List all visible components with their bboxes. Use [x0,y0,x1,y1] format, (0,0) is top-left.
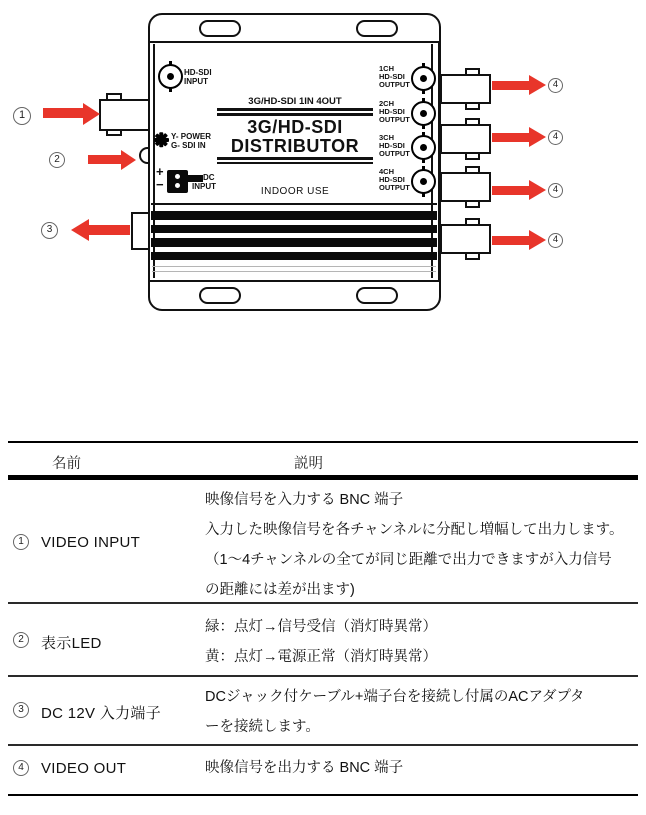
title-rule [217,113,373,116]
indoor-use-label: INDOOR USE [260,186,330,197]
dc-minus-sign: − [156,177,164,192]
row-name: DC 12V 入力端子 [41,705,161,722]
input-label-line1: HD-SDI [184,68,212,77]
row-separator [8,675,638,677]
arrow-out2-head [529,127,546,147]
model-subtitle: 3G/HD-SDI 1IN 4OUT [248,96,342,107]
bnc-output-connector-3 [440,172,491,202]
arrow-input-head [83,103,100,125]
title-rule [217,108,373,111]
arrow-out4-head [529,230,546,250]
output-label-4: 4CH HD-SDI OUTPUT [379,167,410,192]
heatsink-fin [151,238,437,247]
title-rule [217,157,373,160]
callout-4: 4 [548,78,563,93]
bnc-output-icon-4 [411,169,436,194]
heatsink-fin [151,225,437,233]
arrow-out1-head [529,75,546,95]
mounting-slot [356,287,398,304]
arrow-out1 [492,81,530,90]
input-label-line2: INPUT [184,77,208,86]
callout-4: 4 [548,233,563,248]
bnc-input-icon [158,64,183,89]
row-num: 2 [13,632,29,648]
table-header-name: 名前 [52,456,81,472]
bnc-output-connector-1 [440,74,491,104]
row-desc: 映像信号を出力する BNC 端子 [205,760,404,776]
arrow-out3 [492,186,530,195]
device-title [211,118,379,156]
bnc-output-icon-3 [411,135,436,160]
device-title-line2: DISTRIBUTOR [230,136,360,156]
row-name: VIDEO OUT [41,760,127,777]
dc-terminal-tab [188,175,203,182]
bnc-output-icon-2 [411,101,436,126]
dc-label-line2: INPUT [192,182,216,191]
output-label-2: 2CH HD-SDI OUTPUT [379,99,410,124]
bnc-input-connector [99,99,151,131]
row-separator [8,744,638,746]
mounting-slot [356,20,398,37]
row-num: 4 [13,760,29,776]
callout-3: 3 [41,222,58,239]
input-label [184,68,212,86]
arrow-dc-head [71,219,89,241]
bnc-output-connector-4 [440,224,491,254]
dc-terminal-icon [167,170,188,193]
heatsink-fin [151,252,437,260]
led-legend-line1: Y- POWER [171,132,212,141]
row-num: 1 [13,534,29,550]
dc-plus-sign: + [156,164,164,179]
row-desc: 映像信号を入力する BNC 端子 入力した映像信号を各チャンネルに分配し増幅して出力します。 （1～4チャンネルの全てが同じ距離で出力できますが入力信号 の距離には差が出ます) [205,492,624,598]
arrow-led [88,155,122,164]
mounting-slot [199,20,241,37]
row-name: VIDEO INPUT [41,534,141,551]
row-desc: 緑：点灯→信号受信（消灯時異常） 黄：点灯→電源正常（消灯時異常） [205,619,437,665]
arrow-dc [88,225,130,235]
output-label-1: 1CH HD-SDI OUTPUT [379,64,410,89]
row-separator [8,602,638,604]
callout-4: 4 [548,130,563,145]
callout-4: 4 [548,183,563,198]
body-groove [152,266,436,267]
led-legend-line2: G- SDI IN [171,141,206,150]
device-title-line1: 3G/HD-SDI [247,117,343,137]
mounting-slot [199,287,241,304]
row-num: 3 [13,702,29,718]
arrow-out4 [492,236,530,245]
table-bottom-rule [8,794,638,796]
arrow-out2 [492,133,530,142]
arrow-input [43,108,84,118]
table-header-rule [8,475,638,480]
led-star-icon [154,132,169,147]
table-top-rule [8,441,638,443]
table-header-desc: 説明 [294,456,323,472]
title-rule [217,162,373,165]
bnc-output-connector-2 [440,124,491,154]
row-name: 表示LED [41,635,102,652]
arrow-out3-head [529,180,546,200]
panel-divider [151,203,437,205]
dc-label-line1: DC [203,173,215,182]
heatsink-fin [151,211,437,220]
row-desc: DCジャック付ケーブル+端子台を接続し付属のACアダプタ ーを接続します。 [205,689,585,735]
callout-2: 2 [49,152,65,168]
bnc-output-icon-1 [411,66,436,91]
callout-1: 1 [13,107,31,125]
led-legend [171,132,211,150]
body-groove [152,271,436,272]
output-label-3: 3CH HD-SDI OUTPUT [379,133,410,158]
arrow-led-head [121,150,136,170]
